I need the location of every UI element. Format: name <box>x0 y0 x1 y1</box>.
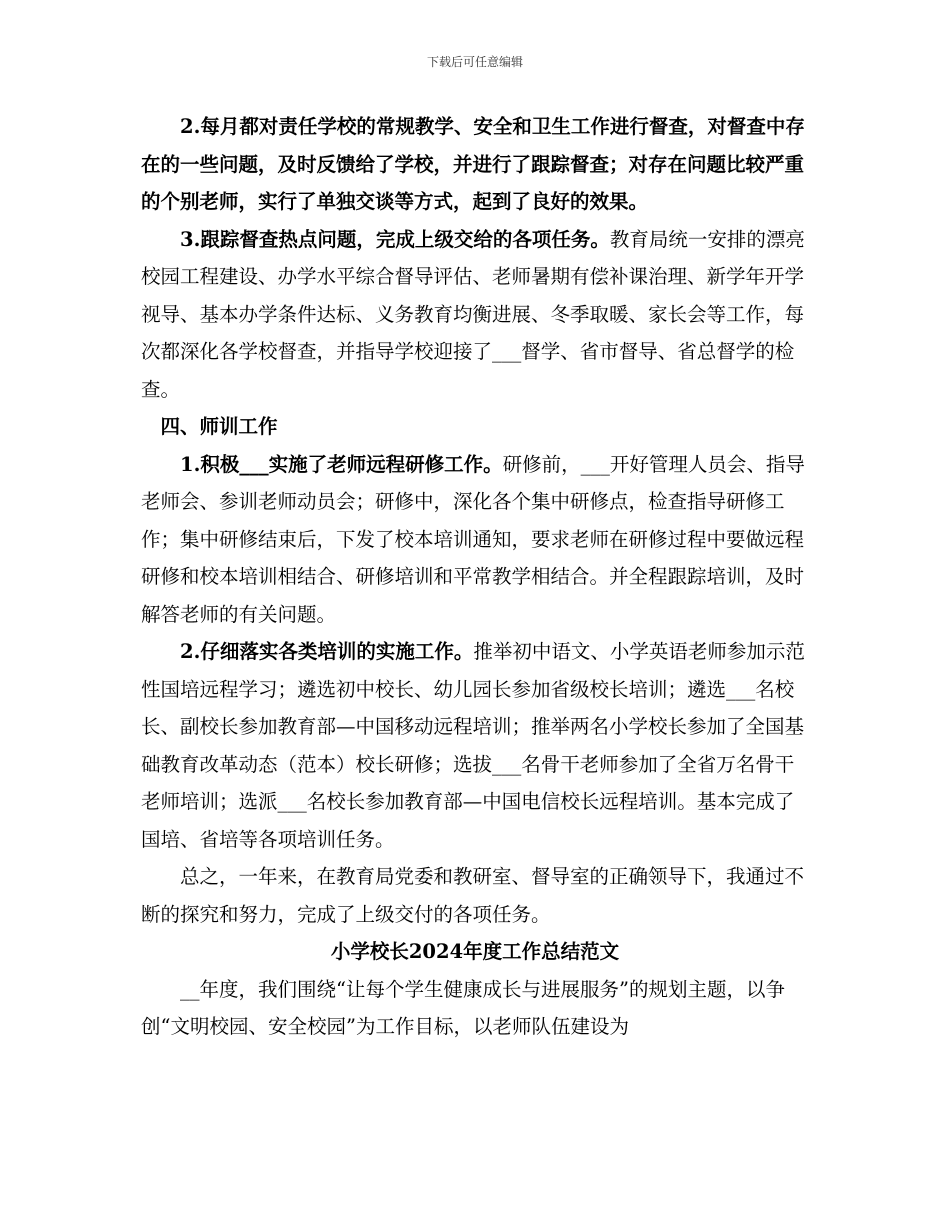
paragraph-lead: 1.积极___实施了老师远程研修工作。 <box>180 452 503 476</box>
paragraph-supervision-monthly: 2.每月都对责任学校的常规教学、安全和卫生工作进行督查，对督查中存在的一些问题，及时反馈给了学校，并进行了跟踪督查；对存在问题比较严重的个别老师，实行了单独交谈等方式，起到了良好的效果。 <box>141 115 805 213</box>
page-header: 下载后可任意编辑 <box>426 55 523 69</box>
paragraph-text: 研修前，___开好管理人员会、指导老师会、参训老师动员会；研修中，深化各个集中研修点，检查指导研修工作；集中研修结束后，下发了校本培训通知，要求老师在研修过程中要做远程研修和校本培训相结合、研修培训和平常教学相结合。并全程跟踪培训，及时解答老师的有关问题。 <box>141 452 805 626</box>
paragraph-training-implementation <box>141 633 809 858</box>
paragraph-summary: 总之，一年来，在教育局党委和教研室、督导室的正确领导下，我通过不断的探究和努力，完成了上级交付的各项任务。 <box>141 865 805 926</box>
document-body <box>141 108 809 1046</box>
paragraph-intro: __年度，我们围绕“让每个学生健康成长与进展服务”的规划主题，以争创“文明校园、安全校园”为工作目标，以老师队伍建设为 <box>141 977 785 1038</box>
paragraph-text: 教育局统一安排的漂亮校园工程建设、办学水平综合督导评估、老师暑期有偿补课治理、新学年开学视导、基本办学条件达标、义务教育均衡进展、冬季取暖、家长会等工作，每次都深化各学校督查，并指导学校迎接了___督学、省市督导、省总督学的检查。 <box>141 227 805 401</box>
paragraph-text: 推举初中语文、小学英语老师参加示范性国培远程学习；遴选初中校长、幼儿园长参加省级校长培训；遴选___名校长、副校长参加教育部—中国移动远程培训；推举两名小学校长参加了全国基础教育改革动态（范本）校长研修；选拔___名骨干老师参加了全省万名骨干老师培训；选派___名校长参加教育部—中国电信校长远程培训。基本完成了国培、省培等各项培训任务。 <box>141 640 805 851</box>
document-title: 小学校长2024年度工作总结范文 <box>330 940 620 963</box>
paragraph-lead: 2.仔细落实各类培训的实施工作。 <box>180 640 474 663</box>
section-heading-teacher-training: 四、师训工作 <box>160 415 278 438</box>
paragraph-remote-training <box>141 446 809 634</box>
paragraph-hotspot-tasks <box>141 221 809 409</box>
paragraph-lead: 3.跟踪督查热点问题，完成上级交给的各项任务。 <box>180 227 610 251</box>
